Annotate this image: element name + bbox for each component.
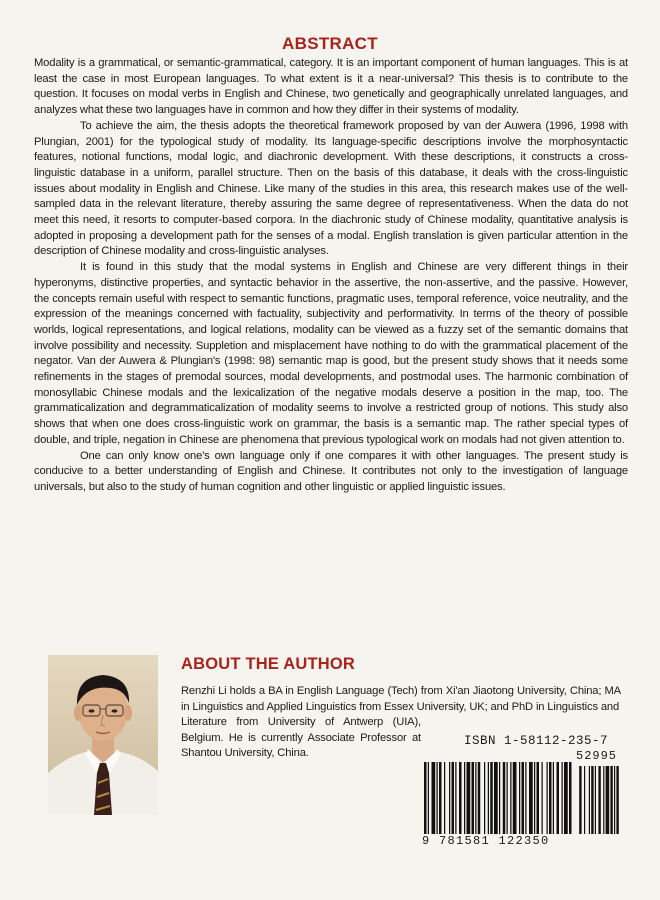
barcode-addon-bar (606, 766, 610, 834)
barcode-bar (459, 762, 462, 834)
barcode-bar (503, 762, 506, 834)
barcode-bar (449, 762, 450, 834)
barcode-bar (437, 762, 438, 834)
barcode-addon-bar (598, 766, 600, 834)
barcode-bar (547, 762, 548, 834)
abstract-paragraph-3: It is found in this study that the modal systems in English and Chinese are very different things in their hyperonyms, distinctive properties, and syntactic behavior in the assertive, the non-assertive, and the passive. However, the concepts remain useful with respect to semantic functions, pragmatic uses, temporal reference, voice neutrality, and the expression of the meanings concerned with factuality, subjectivity and performativity. In terms of the theory of possible worlds, logical representations, and logical relations, modality can be viewed as a fuzzy set of the semantic domains that involve possibility and necessity. Suppletion and misplacement have nothing to do with the grammatical placement of the negator. Van der Auwera & Plungian's (1998: 98) semantic map is good, but the present study shows that it needs some refinements in the stages of premodal sources, modal developments, and postmodal uses. The harmonic combination of monosyllabic Chinese modals and the lexicalization of the negative modals deserve a position in the map, too. The grammaticalization and degrammaticalization of modality seems to involve a restricted group of notions. This study also shows that when one does cross-linguistic work on grammar, the basis is a semantic map. The rather special types of double, and triple, negation in Chinese are phenomena that previous typological work on modals had not given attention to. (34, 261, 628, 446)
barcode-bar (484, 762, 485, 834)
barcode-bar (444, 762, 445, 834)
barcode-bar (452, 762, 455, 834)
ean-digits: 9 781581 122350 (422, 834, 550, 848)
author-bio-text: Renzhi Li holds a BA in English Language (Tech) from Xi'an Jiaotong University, China; MA in Linguistics and Applied Linguistics from Essex University, UK; and PhD in Linguistics and (181, 685, 621, 713)
barcode-bar (529, 762, 533, 834)
barcode-bar (542, 762, 543, 834)
barcode-bar (490, 762, 493, 834)
abstract-heading: ABSTRACT (282, 34, 378, 53)
barcode-bar (464, 762, 465, 834)
abstract-paragraph-2: To achieve the aim, the thesis adopts the theoretical framework proposed by van der Auwera (1996, 1998 with Plungian, 2001) for the typological study of modality. Its language-specific descriptions involve the morphosyntactic features, notional functions, modal logic, and diachronic development. With these descriptions, it constructs a cross-linguistic database in a uniform, parallel structure. Then on the basis of this database, it deals with the cross-linguistic issues about modality in English and Chinese. Like many of the studies in this area, this research makes use of the well-sampled data in the relevant literature, thereby assuring the same degree of representativeness. When the data do not meet this need, it resorts to computer-based corpora. In the diachronic study of Chinese modality, quantitative analysis is adopted in proposing a development path for the senses of a modal. English translation is given particular attention in the description of Chinese modality and cross-linguistic analyses. (34, 119, 628, 258)
abstract-paragraph-4: One can only know one's own language only if one compares it with other languages. The present study is conducive to a better understanding of English and Chinese. It contributes not only to the investigation of language universals, but also to the study of human cognition and other linguistic or applied linguistic issues. (34, 449, 628, 493)
barcode-bar (488, 762, 489, 834)
price-code: 52995 (576, 749, 618, 763)
barcode-bar (564, 762, 568, 834)
barcode-bar (522, 762, 525, 834)
abstract-paragraph-1: Modality is a grammatical, or semantic-grammatical, category. It is an important component of human languages. This is at least the case in most European languages. To what extent is it a near-universal? This thesis is to contribute to the question. It focuses on modal verbs in English and Chinese, two genetically and geographically unrelated languages, and analyzes what these two languages have in common and how they differ in their systems of modality. (34, 57, 628, 117)
isbn-barcode-block (420, 730, 625, 860)
barcode-bar (537, 762, 540, 834)
barcode-bar (439, 762, 442, 834)
barcode-addon-bar (616, 766, 618, 834)
barcode-bar (455, 762, 456, 834)
abstract-body (34, 56, 628, 496)
barcode-bar (525, 762, 526, 834)
barcode-bar (432, 762, 436, 834)
barcode-addon-bar (603, 766, 604, 834)
barcode-bar (475, 762, 476, 834)
barcode-bar (467, 762, 471, 834)
barcode-bar (499, 762, 500, 834)
author-bio-text-continued: Literature from University of Antwerp (UIA), Belgium. He is currently Associate Professor at Shantou University, China. (181, 716, 421, 760)
barcode-addon-bar (579, 766, 581, 834)
barcode-addon-bar (591, 766, 593, 834)
barcode-bar (562, 762, 563, 834)
author-photo (48, 655, 158, 815)
barcode-bar (569, 762, 572, 834)
barcode-bar (534, 762, 535, 834)
barcode-addon-bar (584, 766, 585, 834)
author-portrait-image (48, 655, 158, 815)
barcode-addon-bar (610, 766, 612, 834)
barcode-bar (549, 762, 552, 834)
barcode-bar (472, 762, 475, 834)
barcode-bar (510, 762, 511, 834)
barcode-bar (494, 762, 498, 834)
barcode-addon-bar (614, 766, 615, 834)
barcode-bar (553, 762, 554, 834)
barcode-bar (513, 762, 517, 834)
barcode-graphic (420, 762, 625, 836)
barcode-addon-bar (589, 766, 590, 834)
barcode-addon-bar (595, 766, 596, 834)
barcode-bar (519, 762, 520, 834)
barcode-bar (557, 762, 560, 834)
about-author-heading: ABOUT THE AUTHOR (181, 655, 355, 673)
barcode-bar (478, 762, 481, 834)
barcode-bar (424, 762, 427, 834)
barcode-bar (507, 762, 508, 834)
barcode-bar (428, 762, 429, 834)
isbn-number: ISBN 1-58112-235-7 (464, 734, 609, 748)
